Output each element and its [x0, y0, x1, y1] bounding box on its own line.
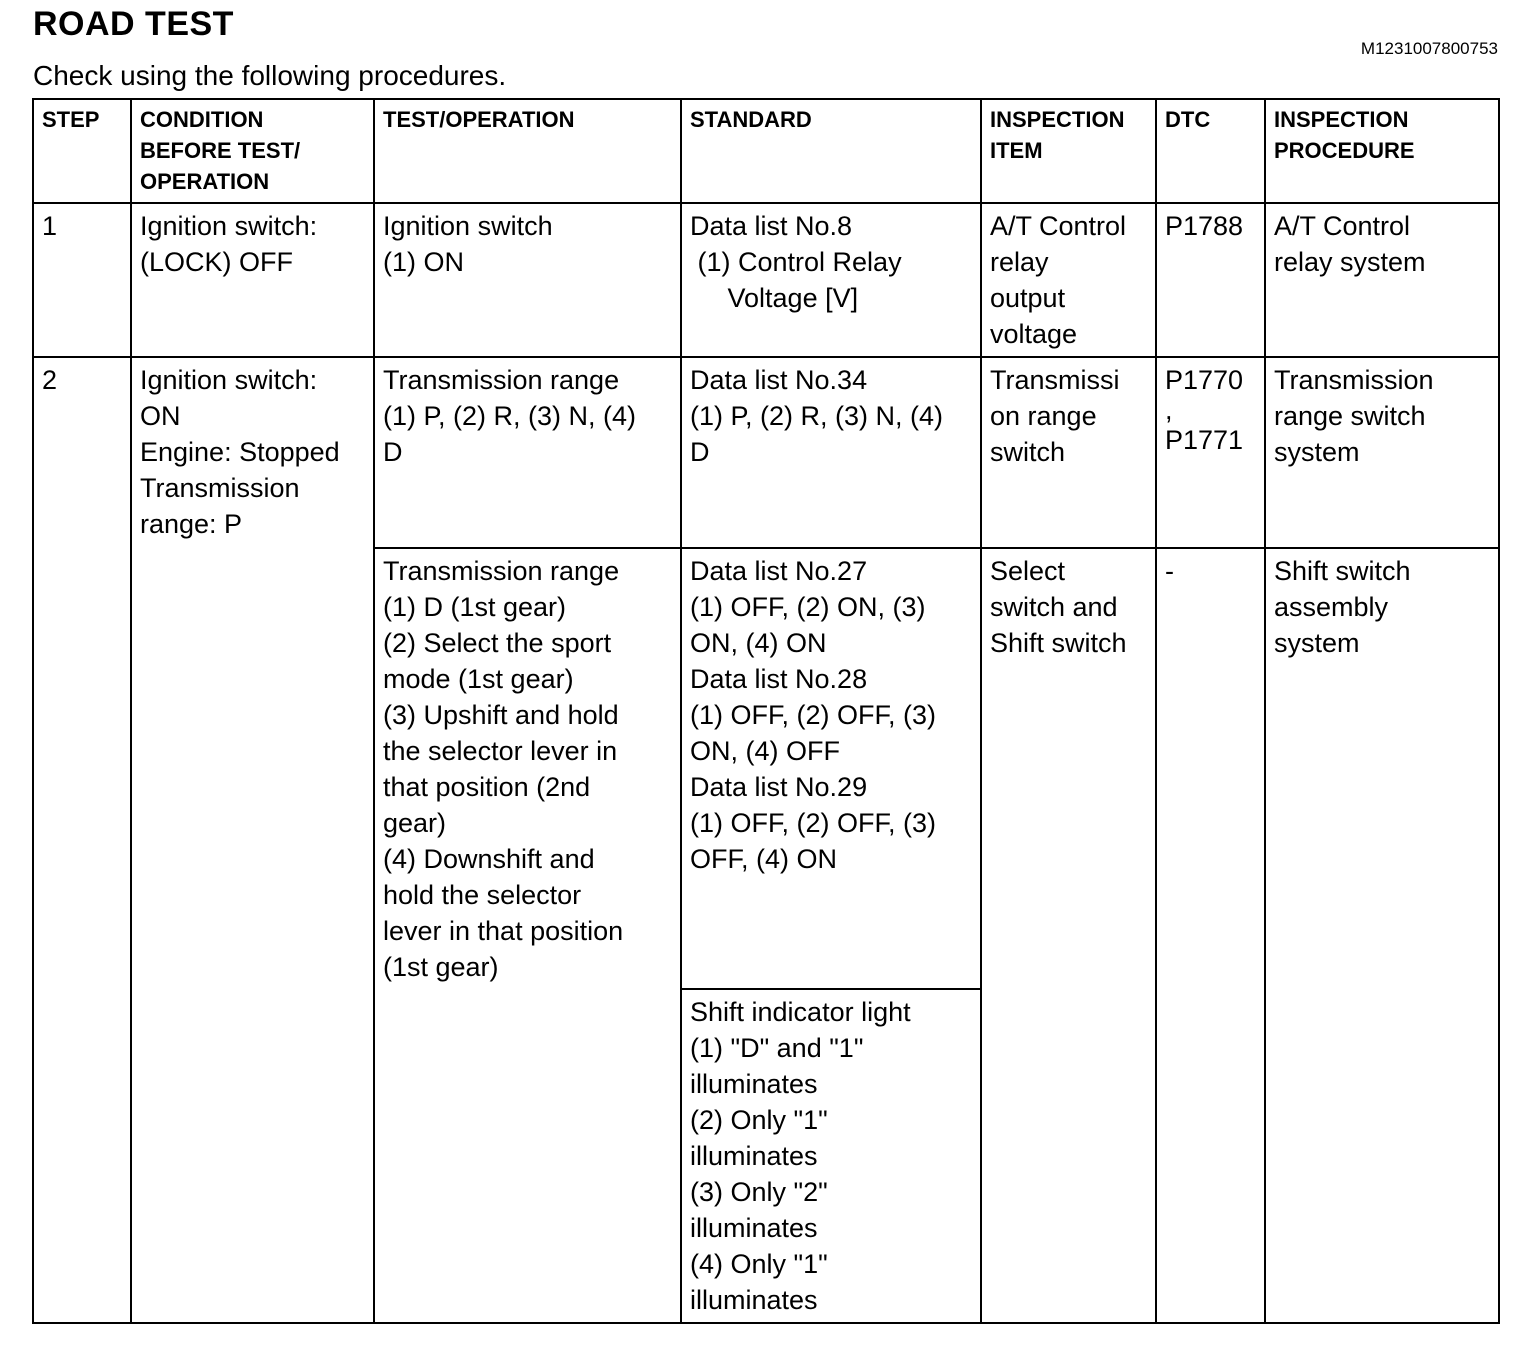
test-operation-cell: [374, 357, 681, 548]
cell-line: Transmission: [140, 473, 300, 503]
page-title: ROAD TEST: [33, 5, 234, 43]
inspection-item-cell: [981, 357, 1156, 548]
header-inspection-procedure-line: PROCEDURE: [1274, 138, 1415, 163]
cell-line: (1st gear): [383, 952, 499, 982]
cell-line: Data list No.8: [690, 211, 853, 241]
test-operation-cell: [374, 203, 681, 357]
cell-line: illuminates: [690, 1069, 818, 1099]
cell-line: relay: [990, 247, 1049, 277]
instructions-text: Check using the following procedures.: [33, 60, 507, 91]
inspection-procedure-cell: [1265, 548, 1499, 1323]
cell-line: assembly: [1274, 592, 1389, 622]
cell-line: (1) Control Relay: [690, 247, 902, 277]
cell-line: Shift switch: [990, 628, 1127, 658]
dtc-cell: [1156, 357, 1265, 548]
cell-line: (1) ON: [383, 247, 464, 277]
cell-line: (2) Only "1": [690, 1105, 828, 1135]
cell-line: Transmissi: [990, 365, 1120, 395]
cell-line: illuminates: [690, 1285, 818, 1315]
cell-line: lever in that position: [383, 916, 624, 946]
cell-line: the selector lever in: [383, 736, 618, 766]
cell-line: (1) D (1st gear): [383, 592, 567, 622]
cell-line: P1788: [1165, 211, 1244, 241]
cell-line: Data list No.29: [690, 772, 868, 802]
cell-line: hold the selector: [383, 880, 582, 910]
cell-line: (1) OFF, (2) OFF, (3): [690, 808, 936, 838]
cell-line: (3) Only "2": [690, 1177, 828, 1207]
step-cell: 2: [33, 357, 131, 1323]
document-id: M1231007800753: [1360, 39, 1498, 58]
cell-line: OFF, (4) ON: [690, 844, 837, 874]
cell-line: D: [383, 437, 403, 467]
cell-line: Data list No.27: [690, 556, 868, 586]
test-operation-cell: [374, 548, 681, 1323]
cell-line: switch: [990, 437, 1066, 467]
cell-line: Ignition switch: [383, 211, 553, 241]
cell-line: A/T Control: [1274, 211, 1411, 241]
dtc-cell: [1156, 548, 1265, 1323]
header-standard: STANDARD: [681, 99, 981, 203]
cell-line: D: [690, 437, 710, 467]
cell-line: output: [990, 283, 1066, 313]
cell-line: Data list No.34: [690, 365, 868, 395]
cell-line: on range: [990, 401, 1097, 431]
cell-line: Voltage [V]: [690, 283, 859, 313]
cell-line: (4) Only "1": [690, 1249, 828, 1279]
cell-line: (1) "D" and "1": [690, 1033, 864, 1063]
cell-line: Shift indicator light: [690, 997, 911, 1027]
table-row: [33, 357, 1499, 548]
cell-line: Shift switch: [1274, 556, 1411, 586]
cell-line: Engine: Stopped: [140, 437, 340, 467]
cell-line: (1) OFF, (2) ON, (3): [690, 592, 926, 622]
inspection-item-cell: [981, 548, 1156, 1323]
cell-line: Transmission: [1274, 365, 1434, 395]
header-inspection-item-line: INSPECTION: [990, 107, 1125, 132]
cell-line: ,: [1165, 395, 1173, 425]
standard-cell: [681, 357, 981, 548]
cell-line: -: [1165, 556, 1174, 586]
cell-line: ON, (4) ON: [690, 628, 827, 658]
cell-line: mode (1st gear): [383, 664, 574, 694]
header-condition-line: CONDITION: [140, 107, 264, 132]
cell-line: illuminates: [690, 1213, 818, 1243]
cell-line: (2) Select the sport: [383, 628, 612, 658]
header-inspection-procedure: [1265, 99, 1499, 203]
cell-line: range: P: [140, 509, 243, 539]
cell-line: system: [1274, 437, 1360, 467]
cell-line: switch and: [990, 592, 1118, 622]
cell-line: Transmission range: [383, 556, 620, 586]
cell-line: P1770: [1165, 365, 1244, 395]
cell-line: illuminates: [690, 1141, 818, 1171]
table-row: [33, 203, 1499, 357]
cell-line: A/T Control: [990, 211, 1127, 241]
cell-line: Select: [990, 556, 1066, 586]
cell-line: Ignition switch:: [140, 211, 318, 241]
cell-line: gear): [383, 808, 447, 838]
cell-line: (LOCK) OFF: [140, 247, 293, 277]
step-cell: 1: [33, 203, 131, 357]
header-inspection-procedure-line: INSPECTION: [1274, 107, 1409, 132]
cell-line: P1771: [1165, 425, 1244, 455]
table-header-row: [33, 99, 1499, 203]
condition-cell: [131, 203, 374, 357]
cell-line: that position (2nd: [383, 772, 591, 802]
road-test-table: [32, 98, 1500, 1324]
inspection-procedure-cell: [1265, 357, 1499, 548]
standard-cell: [681, 989, 981, 1323]
standard-cell: [681, 548, 981, 989]
cell-line: ON, (4) OFF: [690, 736, 840, 766]
cell-line: (1) P, (2) R, (3) N, (4): [383, 401, 637, 431]
header-dtc: DTC: [1156, 99, 1265, 203]
header-inspection-item-line: ITEM: [990, 138, 1043, 163]
cell-line: relay system: [1274, 247, 1426, 277]
dtc-cell: [1156, 203, 1265, 357]
condition-cell: [131, 357, 374, 1323]
inspection-item-cell: [981, 203, 1156, 357]
header-condition: [131, 99, 374, 203]
header-condition-line: OPERATION: [140, 169, 270, 194]
cell-line: voltage: [990, 319, 1078, 349]
cell-line: system: [1274, 628, 1360, 658]
cell-line: (4) Downshift and: [383, 844, 595, 874]
standard-cell: [681, 203, 981, 357]
header-step: STEP: [33, 99, 131, 203]
cell-line: Ignition switch:: [140, 365, 318, 395]
cell-line: Transmission range: [383, 365, 620, 395]
inspection-procedure-cell: [1265, 203, 1499, 357]
cell-line: (1) OFF, (2) OFF, (3): [690, 700, 936, 730]
header-test-operation: TEST/OPERATION: [374, 99, 681, 203]
cell-line: (3) Upshift and hold: [383, 700, 619, 730]
cell-line: Data list No.28: [690, 664, 868, 694]
header-condition-line: BEFORE TEST/: [140, 138, 301, 163]
cell-line: ON: [140, 401, 181, 431]
cell-line: (1) P, (2) R, (3) N, (4): [690, 401, 944, 431]
header-inspection-item: [981, 99, 1156, 203]
cell-line: range switch: [1274, 401, 1426, 431]
